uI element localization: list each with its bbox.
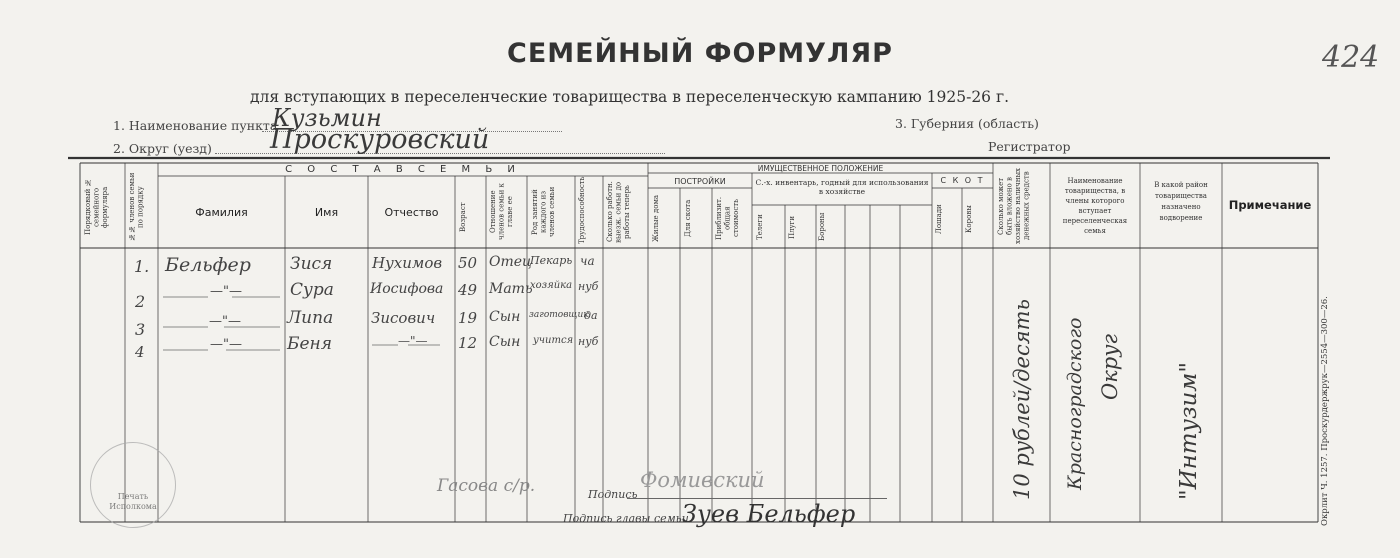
member-age: 12 [458,334,478,352]
member-number: 1. [134,257,150,276]
header-borony: Бороны [818,212,826,242]
header-imushchestvo: ИМУЩЕСТВЕННОЕ ПОЛОЖЕНИЕ [757,164,884,173]
header-korovy: Коровы [965,205,973,233]
member-surname: —"— [209,314,241,329]
printer-note: Окрлит Ч. 1257. Проскурдержрук—2554—300—26. [1320,296,1330,526]
member-surname: —"— [210,337,242,352]
header-primechanie: Примечание [1228,198,1312,212]
entry-tovarishchestvo: Красноградского [1064,317,1086,490]
header-tovarishchestvo: Наименование товарищества, в члены которого вступает переселенческая семья [1062,177,1128,235]
header-rod-zanyatiy: Род занятий каждого из членов семьи [531,186,556,238]
head-signature-value: Зуев Бельфер [682,500,856,528]
member-age: 49 [458,281,478,299]
member-patronymic: —"— [398,334,428,348]
header-zhilye-doma: Жилые дома [652,194,660,242]
header-vozrast: Возраст [459,202,467,232]
header-rayon: В какой район товарищества назначено водворение [1154,181,1208,222]
member-relation: Отец [489,254,532,270]
member-number: 2 [135,292,146,311]
member-patronymic: Иосифова [370,281,444,297]
guberniya-label: 3. Губерния (область) [895,116,1039,131]
member-work: да [584,309,598,322]
header-poryadkovy: Порядковый № семейного формуляра [84,178,109,236]
header-otchestvo: Отчество [384,206,439,219]
member-relation: Мать [489,281,533,297]
header-inventar: С.-х. инвентарь, годный для использования в хозяйстве [755,178,929,196]
member-patronymic: Зисович [371,309,436,327]
member-work: нуб [578,280,599,293]
member-relation: Сын [489,334,521,350]
signature-line [627,498,887,499]
member-relation: Сын [489,309,521,325]
punkt-label: 1. Наименование пункта [113,118,278,133]
header-skot: С К О Т [940,176,985,185]
member-name: Сура [290,280,334,300]
header-postroyki: ПОСТРОЙКИ [674,177,726,186]
header-chlen-nomer: №№ членов семьи по порядку [128,172,145,242]
header-otnoshenie: Отношение членов семьи к главе ее [489,183,514,241]
member-age: 19 [458,309,478,327]
member-surname: Бельфер [165,254,251,276]
form-subtitle: для вступающих в переселенческие товарищества в переселенческую кампанию 1925-26 г. [250,88,1010,106]
member-patronymic: Нухимов [372,254,443,272]
header-skolko-rabotn: Сколько работн. выезж. семьи до работы теперь [606,181,631,243]
member-number: 3 [135,320,146,339]
head-signature-label: Подпись главы семьи [563,512,689,525]
signature-gasova: Гасова с/р. [437,476,536,496]
header-prib-stoimost: Приблизит. общая стоимость [715,196,740,240]
header-trudosposobnost: Трудоспособность [578,176,586,244]
header-dlya-skota: Для скота [684,199,692,237]
member-occupation: заготовщик [529,310,589,320]
member-work: ча [580,254,595,268]
okrug-value: Проскуровский [270,124,490,155]
okrug-label: 2. Округ (уезд) [113,141,212,156]
entry-okrug: Округ [1098,334,1122,400]
header-telegi: Телеги [756,214,764,240]
header-sredstva: Сколько может быть вложено в хозяйство наличных денежных средств [997,168,1031,244]
stamp-line-1: Печать [117,492,149,501]
member-occupation: Пекарь [530,254,573,267]
entry-sredstva: 10 рублей/десять [1010,299,1034,500]
corner-note: 424 [1322,40,1380,75]
member-occupation: учится [533,335,574,346]
signature-label: Подпись [588,488,638,501]
header-loshadi: Лошади [935,204,943,234]
member-name: Липа [287,308,334,328]
official-stamp [90,442,176,528]
stamp-line-2: Исполкома [109,502,157,511]
registrator-label: Регистратор [988,139,1071,154]
member-age: 50 [458,254,478,272]
header-familiya: Фамилия [195,206,248,219]
form-title: СЕМЕЙНЫЙ ФОРМУЛЯР [507,38,893,69]
member-number: 4 [135,343,145,361]
member-surname: —"— [210,284,242,299]
header-plugi: Плуги [788,215,796,239]
header-imya: Имя [314,206,339,219]
member-work: нуб [578,335,599,348]
punkt-value: Кузьмин [272,104,382,132]
signature-value: Фомивский [640,468,765,492]
member-name: Зися [290,254,333,274]
entry-rayon: "Интузим" [1176,362,1202,500]
member-name: Беня [287,334,333,354]
header-sostav: С О С Т А В С Е М Ь И [285,164,521,175]
member-occupation: хозяйка [530,280,573,291]
